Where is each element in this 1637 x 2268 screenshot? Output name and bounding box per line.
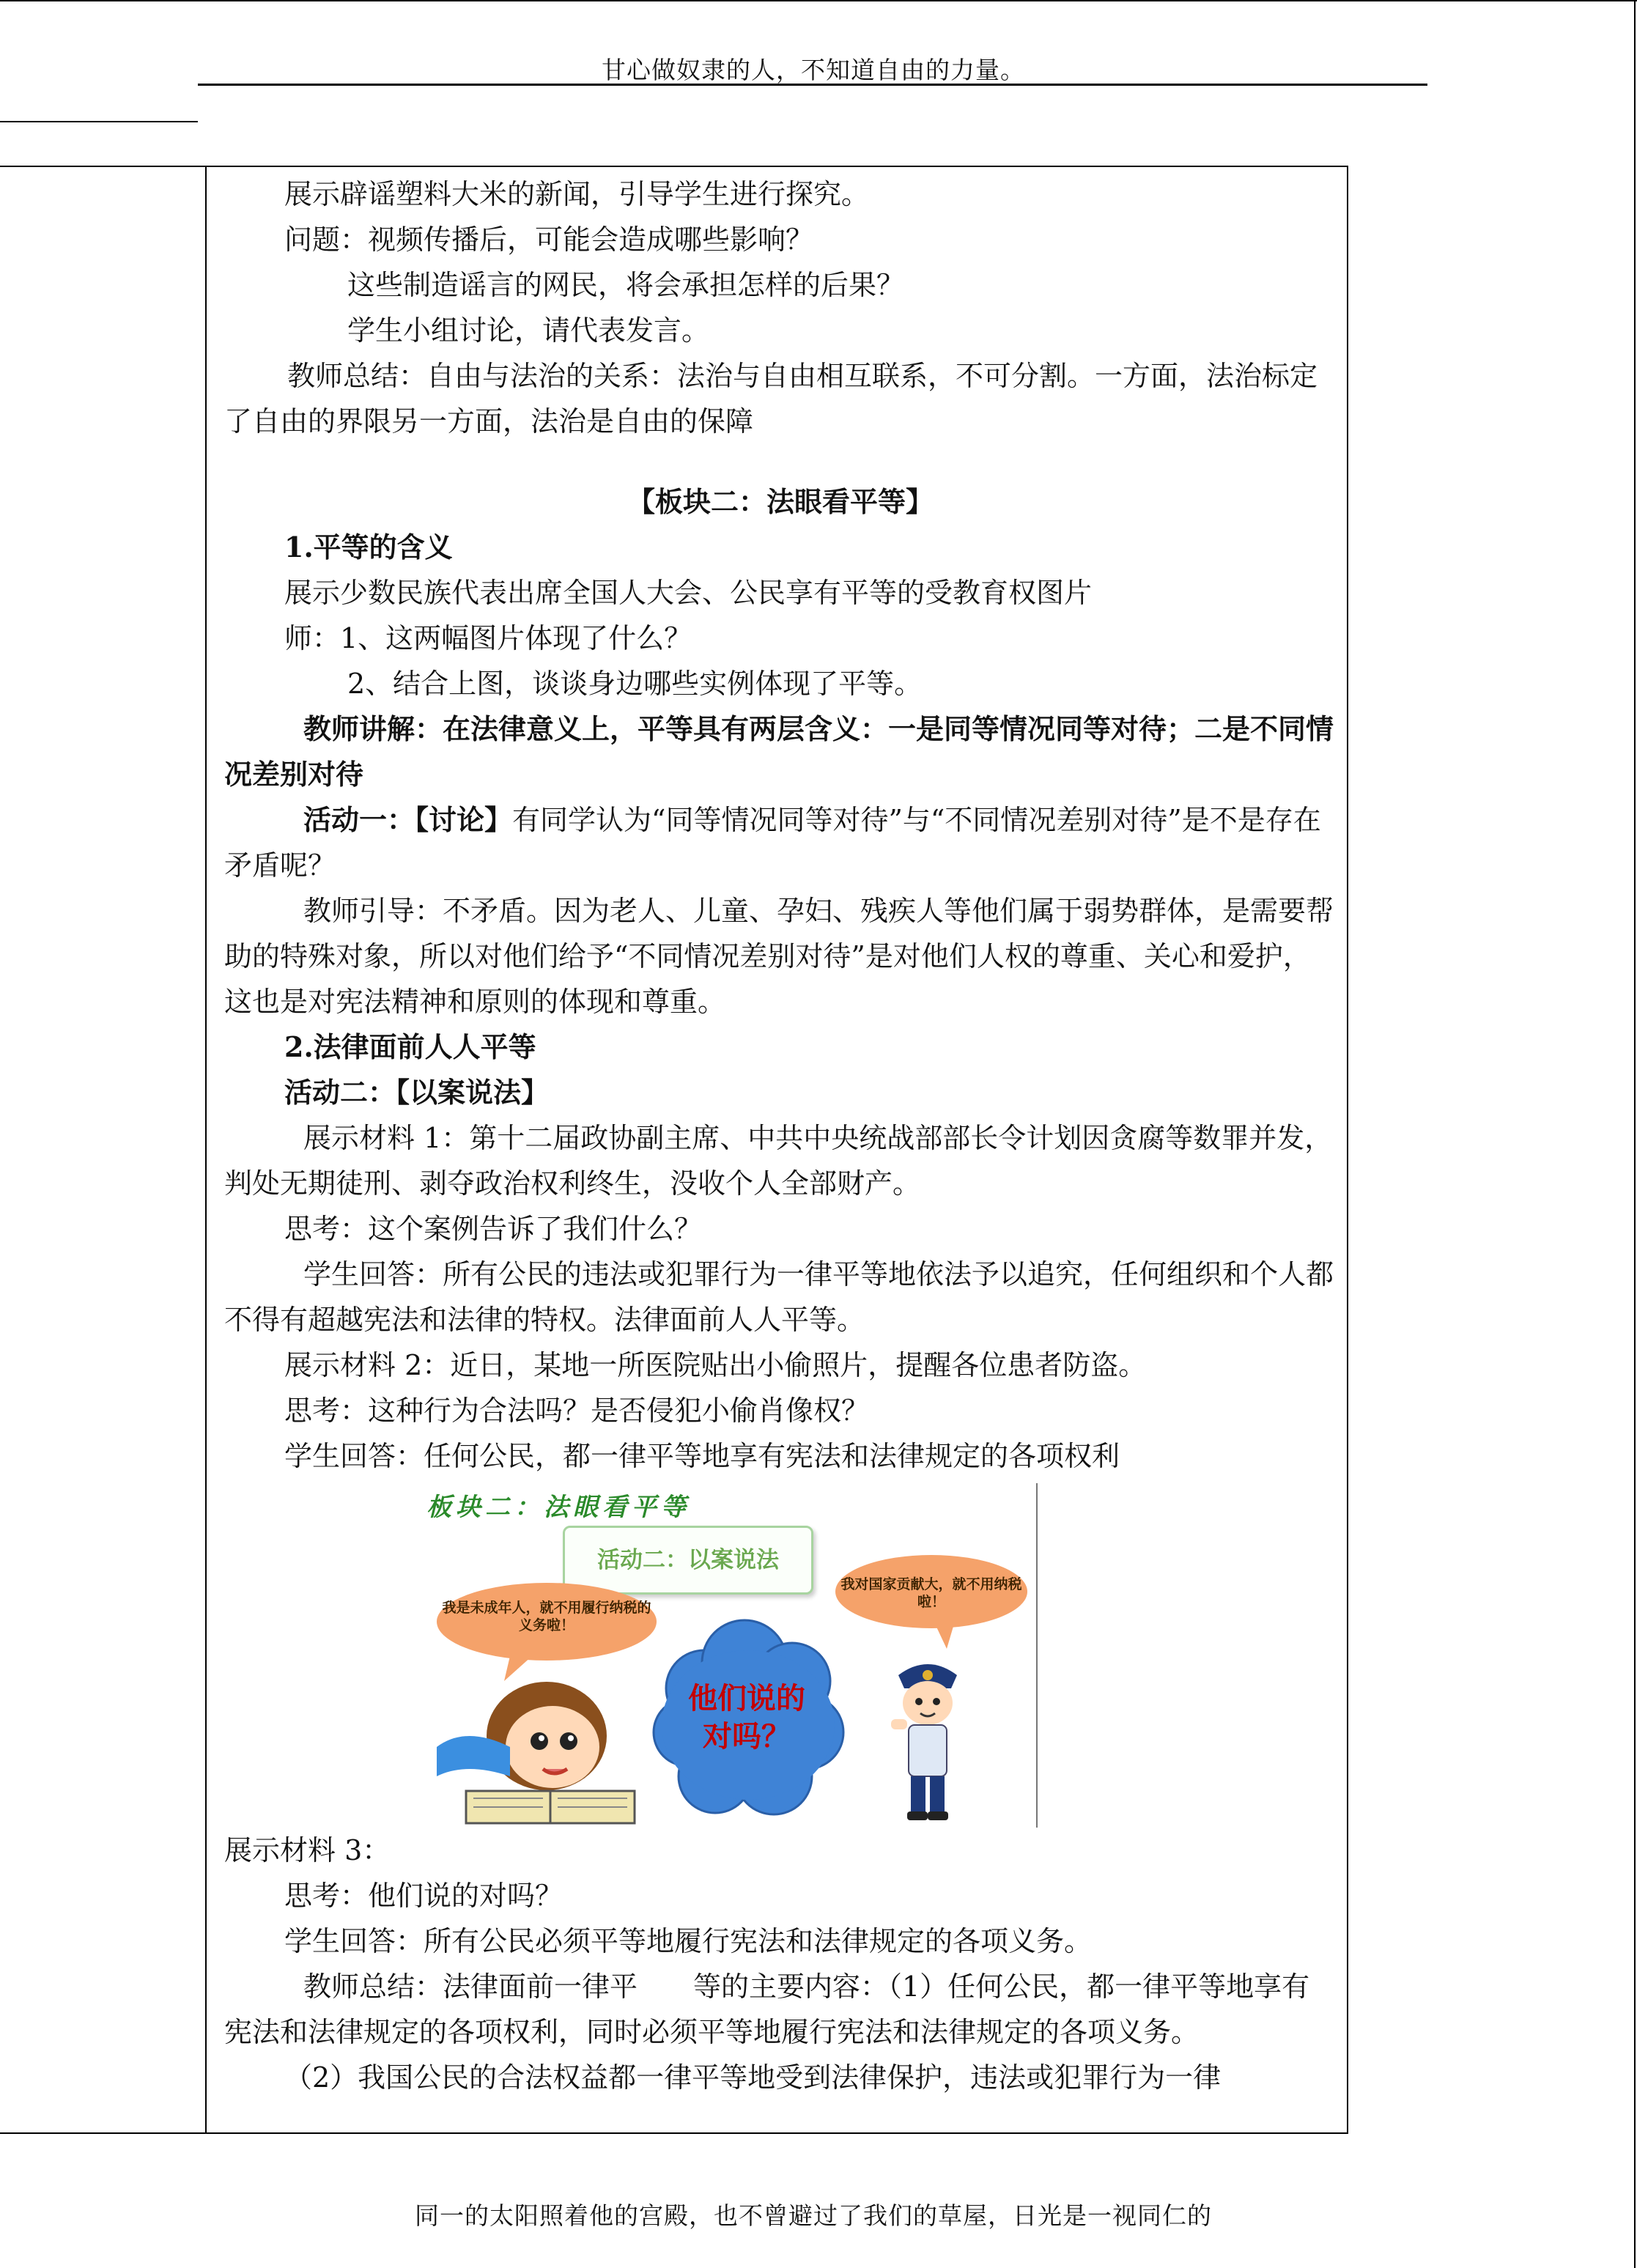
paragraph: 教师总结：法律面前一律平 等的主要内容：（1）任何公民，都一律平等地享有宪法和法律规定的各项权利，同时必须平等地履行宪法和法律规定的各项义务。 <box>224 1970 1310 2048</box>
subheading: 1.平等的含义 <box>284 531 453 564</box>
page-footer-quote: 同一的太阳照着他的宫殿，也不曾避过了我们的草屋，日光是一视同仁的 <box>415 2201 1212 2230</box>
paragraph: 问题：视频传播后，可能会造成哪些影响？ <box>284 224 814 256</box>
activity-box: 活动二：以案说法 <box>563 1526 813 1595</box>
page-top-border <box>0 0 1637 1</box>
lesson-table <box>0 166 1348 2134</box>
paragraph: 思考：他们说的对吗？ <box>284 1880 563 1912</box>
margin-rule <box>0 121 198 122</box>
paragraph: 思考：这种行为合法吗？是否侵犯小偷肖像权？ <box>284 1395 870 1427</box>
paragraph-text: 教师总结：自由与法治的关系：法治与自由相互联系，不可分割。一方面，法治标定了自由的界限另一方面，法治是自由的保障 <box>224 360 1318 437</box>
section-title: 【板块二：法眼看平等】 <box>627 485 934 518</box>
paragraph: 思考：这个案例告诉了我们什么？ <box>284 1213 703 1245</box>
paragraph: （2）我国公民的合法权益都一律平等地受到法律保护，违法或犯罪行为一律 <box>284 2061 1222 2094</box>
girl-figure <box>437 1682 635 1823</box>
header-rule <box>198 84 1427 86</box>
cloud-shape <box>422 1483 1038 1828</box>
subheading: 2.法律面前人人平等 <box>284 1030 536 1063</box>
paragraph: 这些制造谣言的网民，将会承担怎样的后果？ <box>347 269 905 301</box>
paragraph: 学生回答：所有公民的违法或犯罪行为一律平等地依法予以追究，任何组织和个人都不得有超越宪法和法律的特权。法律面前人人平等。 <box>224 1258 1334 1336</box>
paragraph: 学生小组讨论，请代表发言。 <box>347 314 710 347</box>
paragraph: 教师讲解：在法律意义上，平等具有两层含义：一是同等情况同等对待；二是不同情况差别对待 <box>224 712 1334 791</box>
illustration-title: 板块二：法眼看平等 <box>426 1493 690 1522</box>
illustration <box>224 1483 1337 1828</box>
speech-bubble-right: 我对国家贡献大，就不用纳税啦！ <box>835 1555 1027 1628</box>
paragraph: 学生回答：任何公民，都一律平等地享有宪法和法律规定的各项权利 <box>284 1440 1120 1472</box>
paragraph: 展示少数民族代表出席全国人大会、公民享有平等的受教育权图片 <box>284 577 1093 609</box>
subheading: 活动二：【以案说法】 <box>284 1076 550 1109</box>
cloud-question: 他们说的对吗？ <box>688 1682 805 1754</box>
speech-bubble-left: 我是未成年人，就不用履行纳税的义务啦！ <box>437 1583 657 1661</box>
paragraph <box>224 797 1337 888</box>
activity-label: 活动一：【讨论】 <box>303 803 513 836</box>
table-column-divider <box>205 167 207 2132</box>
page-header-quote: 甘心做奴隶的人，不知道自由的力量。 <box>602 56 1025 84</box>
lesson-content <box>224 171 1337 2100</box>
illustration-slide <box>422 1483 1038 1828</box>
police-figure <box>891 1664 957 1820</box>
paragraph: 展示材料 2：近日，某地一所医院贴出小偷照片，提醒各位患者防盗。 <box>284 1349 1147 1381</box>
paragraph: 展示材料 3： <box>224 1834 391 1866</box>
paragraph: 师：1、这两幅图片体现了什么？ <box>284 622 692 654</box>
paragraph: 展示材料 1：第十二届政协副主席、中共中央统战部部长令计划因贪腐等数罪并发，判处无期徒刑、剥夺政治权利终生，没收个人全部财产。 <box>224 1122 1333 1200</box>
paragraph: 2、结合上图，谈谈身边哪些实例体现了平等。 <box>347 668 923 700</box>
paragraph: 教师引导：不矛盾。因为老人、儿童、孕妇、残疾人等他们属于弱势群体，是需要帮助的特殊对象，所以对他们给予“不同情况差别对待”是对他们人权的尊重、关心和爱护，这也是对宪法精神和原则的体现和尊重。 <box>224 895 1334 1018</box>
page-right-border <box>1634 0 1636 2268</box>
activity-text: 有同学认为“同等情况同等对待”与“不同情况差别对待”是不是存在矛盾呢？ <box>224 804 1321 882</box>
paragraph <box>164 353 1337 444</box>
paragraph: 学生回答：所有公民必须平等地履行宪法和法律规定的各项义务。 <box>284 1925 1093 1957</box>
paragraph: 展示辟谣塑料大米的新闻，引导学生进行探究。 <box>284 178 870 210</box>
